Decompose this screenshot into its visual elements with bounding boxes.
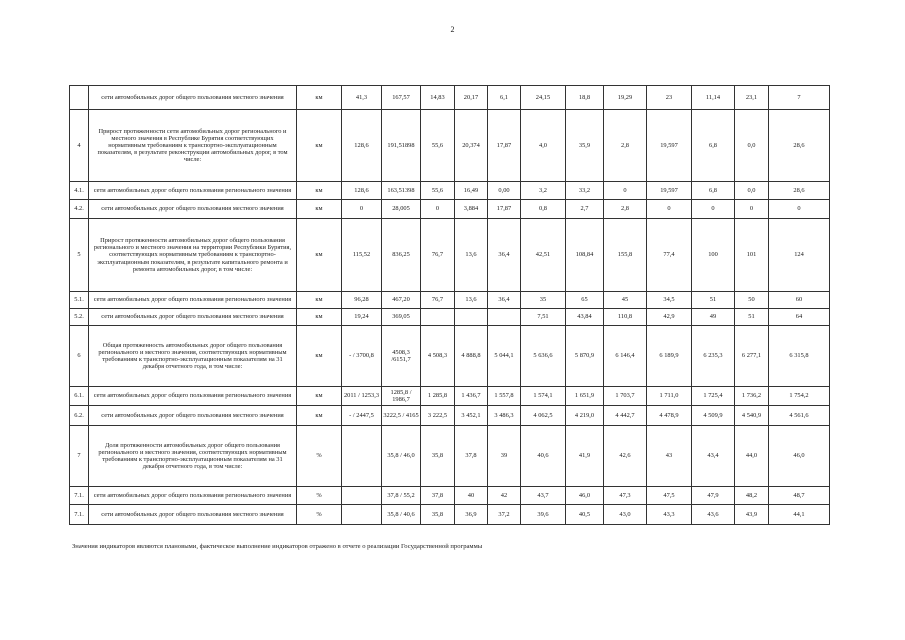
table-row — [70, 487, 830, 505]
value-cell: 17,87 — [488, 200, 521, 219]
unit-cell: км — [297, 309, 342, 326]
value-cell: 0 — [342, 200, 382, 219]
row-number: 7.1. — [70, 487, 89, 505]
value-cell: 40,5 — [566, 505, 604, 525]
value-cell: 6,8 — [692, 182, 735, 200]
value-cell: 4 508,3 — [421, 326, 455, 387]
footnote: Значения индикаторов являются плановыми, фактическое выполнение индикаторов отражено в отчете о реализации Государственной программы — [72, 543, 483, 550]
value-cell — [342, 487, 382, 505]
value-cell: 37,2 — [488, 505, 521, 525]
value-cell: 36,4 — [488, 292, 521, 309]
value-cell: 19,29 — [604, 86, 647, 110]
unit-cell: км — [297, 292, 342, 309]
row-number — [70, 86, 89, 110]
value-cell: 2,8 — [604, 200, 647, 219]
value-cell: 163,51398 — [382, 182, 421, 200]
table-row — [70, 387, 830, 406]
indicator-description: сети автомобильных дорог общего пользования местного значения — [89, 505, 297, 525]
value-cell: 40,6 — [521, 426, 566, 487]
value-cell: 39 — [488, 426, 521, 487]
unit-cell: % — [297, 505, 342, 525]
value-cell: 128,6 — [342, 110, 382, 182]
value-cell: 6 277,1 — [735, 326, 769, 387]
value-cell: 23,1 — [735, 86, 769, 110]
value-cell: 0 — [769, 200, 830, 219]
value-cell: 35,8 / 40,6 — [382, 505, 421, 525]
value-cell: 77,4 — [647, 219, 692, 292]
row-number: 4 — [70, 110, 89, 182]
value-cell: 5 636,6 — [521, 326, 566, 387]
value-cell: 3 452,1 — [455, 406, 488, 426]
value-cell: 47,9 — [692, 487, 735, 505]
table-row — [70, 86, 830, 110]
unit-cell: км — [297, 219, 342, 292]
value-cell: 48,2 — [735, 487, 769, 505]
value-cell: 44,1 — [769, 505, 830, 525]
value-cell: 35,8 — [421, 505, 455, 525]
table-row — [70, 309, 830, 326]
value-cell: 11,14 — [692, 86, 735, 110]
row-number: 4.2. — [70, 200, 89, 219]
value-cell: 1 703,7 — [604, 387, 647, 406]
value-cell: 43,4 — [692, 426, 735, 487]
value-cell: 28,6 — [769, 182, 830, 200]
value-cell: 18,8 — [566, 86, 604, 110]
value-cell: 7,51 — [521, 309, 566, 326]
value-cell: 124 — [769, 219, 830, 292]
value-cell: 4 509,9 — [692, 406, 735, 426]
value-cell: 23 — [647, 86, 692, 110]
value-cell: 1 736,2 — [735, 387, 769, 406]
value-cell: 33,2 — [566, 182, 604, 200]
indicator-description: сети автомобильных дорог общего пользования местного значения — [89, 86, 297, 110]
value-cell: 4 540,9 — [735, 406, 769, 426]
value-cell: 3,884 — [455, 200, 488, 219]
value-cell: 37,8 — [455, 426, 488, 487]
value-cell: 28,005 — [382, 200, 421, 219]
value-cell: 60 — [769, 292, 830, 309]
value-cell: 4 442,7 — [604, 406, 647, 426]
value-cell: 1 285,8 — [421, 387, 455, 406]
value-cell: 96,28 — [342, 292, 382, 309]
value-cell: 2,7 — [566, 200, 604, 219]
indicator-description: Общая протяженность автомобильных дорог общего пользования регионального и местного значения, соответствующих нормативным требованиям к транспортно-эксплуатационным показателям на 31 декабря отчетного года, в том числе: — [89, 326, 297, 387]
value-cell: 191,51898 — [382, 110, 421, 182]
row-number: 4.1. — [70, 182, 89, 200]
value-cell: 1 557,8 — [488, 387, 521, 406]
value-cell: 37,8 / 55,2 — [382, 487, 421, 505]
indicator-description: сети автомобильных дорог общего пользования регионального значения — [89, 487, 297, 505]
value-cell: 6,8 — [692, 110, 735, 182]
value-cell: 51 — [692, 292, 735, 309]
value-cell: 47,3 — [604, 487, 647, 505]
table-row — [70, 219, 830, 292]
value-cell: 35,9 — [566, 110, 604, 182]
value-cell — [342, 505, 382, 525]
value-cell: 2,8 — [604, 110, 647, 182]
value-cell: 13,6 — [455, 219, 488, 292]
value-cell: 65 — [566, 292, 604, 309]
value-cell: 43,3 — [647, 505, 692, 525]
indicator-description: сети автомобильных дорог общего пользования местного значения — [89, 200, 297, 219]
unit-cell: км — [297, 86, 342, 110]
row-number: 6 — [70, 326, 89, 387]
value-cell: 0 — [647, 200, 692, 219]
value-cell: 467,20 — [382, 292, 421, 309]
value-cell: 42 — [488, 487, 521, 505]
value-cell: 46,0 — [566, 487, 604, 505]
value-cell: 4508,3 /6151,7 — [382, 326, 421, 387]
value-cell: 167,57 — [382, 86, 421, 110]
value-cell: 3 486,3 — [488, 406, 521, 426]
value-cell: 19,24 — [342, 309, 382, 326]
indicator-description: Доля протяженности автомобильных дорог общего пользования регионального и местного значения, соответствующих нормативным требованиям к транспортно-эксплуатационным показателям на 31 декабря отчетного года, в том числе: — [89, 426, 297, 487]
value-cell: 3,2 — [521, 182, 566, 200]
value-cell: 45 — [604, 292, 647, 309]
value-cell: 6 235,3 — [692, 326, 735, 387]
value-cell: 24,15 — [521, 86, 566, 110]
value-cell: 43,0 — [604, 505, 647, 525]
value-cell: 17,87 — [488, 110, 521, 182]
value-cell: 14,83 — [421, 86, 455, 110]
value-cell: 19,597 — [647, 182, 692, 200]
unit-cell: % — [297, 426, 342, 487]
indicator-description: сети автомобильных дорог общего пользования местного значения — [89, 406, 297, 426]
value-cell: 51 — [735, 309, 769, 326]
value-cell: 7 — [769, 86, 830, 110]
table-row — [70, 292, 830, 309]
row-number: 7 — [70, 426, 89, 487]
value-cell: 0 — [692, 200, 735, 219]
value-cell: 101 — [735, 219, 769, 292]
unit-cell: км — [297, 110, 342, 182]
table-row — [70, 200, 830, 219]
value-cell: 48,7 — [769, 487, 830, 505]
value-cell: 35,8 — [421, 426, 455, 487]
value-cell: 4 062,5 — [521, 406, 566, 426]
value-cell: 4 219,0 — [566, 406, 604, 426]
unit-cell: км — [297, 387, 342, 406]
value-cell: 0 — [421, 200, 455, 219]
value-cell: 34,5 — [647, 292, 692, 309]
value-cell: 6 146,4 — [604, 326, 647, 387]
value-cell: 0 — [735, 200, 769, 219]
value-cell: 115,52 — [342, 219, 382, 292]
indicators-table — [69, 85, 830, 525]
value-cell: - / 2447,5 — [342, 406, 382, 426]
value-cell: 55,6 — [421, 182, 455, 200]
indicator-description: Прирост протяженности автомобильных дорог общего пользования регионального и местного значения на территории Республики Бурятия, соответствующих нормативным требованиям к транспортно-эксплуатационным показателям, в результате капитального ремонта и ремонта автомобильных дорог, в том числе: — [89, 219, 297, 292]
value-cell: 1 436,7 — [455, 387, 488, 406]
table-row — [70, 326, 830, 387]
value-cell — [455, 309, 488, 326]
page-number: 2 — [450, 25, 455, 34]
indicator-description: сети автомобильных дорог общего пользования регионального значения — [89, 387, 297, 406]
value-cell: 0 — [604, 182, 647, 200]
value-cell: 35 — [521, 292, 566, 309]
table-row — [70, 426, 830, 487]
value-cell: 6 315,8 — [769, 326, 830, 387]
value-cell: 43,9 — [735, 505, 769, 525]
value-cell: 44,0 — [735, 426, 769, 487]
value-cell: 1 574,1 — [521, 387, 566, 406]
value-cell: 37,8 — [421, 487, 455, 505]
table-row — [70, 182, 830, 200]
value-cell — [421, 309, 455, 326]
value-cell: 3 222,5 — [421, 406, 455, 426]
value-cell: 108,84 — [566, 219, 604, 292]
unit-cell: км — [297, 200, 342, 219]
value-cell: 2011 / 1253,3 — [342, 387, 382, 406]
value-cell: 49 — [692, 309, 735, 326]
value-cell: 35,8 / 46,0 — [382, 426, 421, 487]
table-row — [70, 505, 830, 525]
value-cell: 1 725,4 — [692, 387, 735, 406]
value-cell: 40 — [455, 487, 488, 505]
value-cell: 1 711,0 — [647, 387, 692, 406]
value-cell: 76,7 — [421, 292, 455, 309]
row-number: 7.1. — [70, 505, 89, 525]
value-cell: 836,25 — [382, 219, 421, 292]
value-cell: 36,9 — [455, 505, 488, 525]
value-cell: 42,9 — [647, 309, 692, 326]
value-cell: 1 651,9 — [566, 387, 604, 406]
indicator-description: Прирост протяженности сети автомобильных дорог регионального и местного значения в Республике Бурятия соответствующих нормативным требованиям к транспортно-эксплуатационным показателям, в результате реконструкции автомобильных дорог, в том числе: — [89, 110, 297, 182]
row-number: 5.1. — [70, 292, 89, 309]
value-cell: 4 561,6 — [769, 406, 830, 426]
value-cell: 42,51 — [521, 219, 566, 292]
value-cell: 13,6 — [455, 292, 488, 309]
value-cell: 128,6 — [342, 182, 382, 200]
value-cell: 4 888,8 — [455, 326, 488, 387]
value-cell: 155,8 — [604, 219, 647, 292]
value-cell: 4,0 — [521, 110, 566, 182]
value-cell: 43,84 — [566, 309, 604, 326]
value-cell: 6 189,9 — [647, 326, 692, 387]
value-cell: 42,6 — [604, 426, 647, 487]
value-cell: 0,8 — [521, 200, 566, 219]
value-cell: 0,0 — [735, 182, 769, 200]
indicator-description: сети автомобильных дорог общего пользования местного значения — [89, 309, 297, 326]
value-cell: 41,3 — [342, 86, 382, 110]
value-cell: - / 3700,8 — [342, 326, 382, 387]
value-cell: 1285,8 / 1986,7 — [382, 387, 421, 406]
value-cell: 4 478,9 — [647, 406, 692, 426]
value-cell: 50 — [735, 292, 769, 309]
value-cell: 100 — [692, 219, 735, 292]
unit-cell: % — [297, 487, 342, 505]
indicator-description: сети автомобильных дорог общего пользования регионального значения — [89, 182, 297, 200]
row-number: 6.1. — [70, 387, 89, 406]
value-cell: 64 — [769, 309, 830, 326]
value-cell: 76,7 — [421, 219, 455, 292]
value-cell: 0,00 — [488, 182, 521, 200]
value-cell: 3222,5 / 4165 — [382, 406, 421, 426]
value-cell: 20,374 — [455, 110, 488, 182]
value-cell: 43 — [647, 426, 692, 487]
unit-cell: км — [297, 326, 342, 387]
value-cell: 19,597 — [647, 110, 692, 182]
value-cell: 369,05 — [382, 309, 421, 326]
value-cell: 20,17 — [455, 86, 488, 110]
value-cell: 43,6 — [692, 505, 735, 525]
value-cell: 6,1 — [488, 86, 521, 110]
value-cell: 110,8 — [604, 309, 647, 326]
unit-cell: км — [297, 182, 342, 200]
table-row — [70, 110, 830, 182]
value-cell: 43,7 — [521, 487, 566, 505]
value-cell: 5 870,9 — [566, 326, 604, 387]
row-number: 5 — [70, 219, 89, 292]
value-cell: 55,6 — [421, 110, 455, 182]
row-number: 5.2. — [70, 309, 89, 326]
value-cell: 16,49 — [455, 182, 488, 200]
unit-cell: км — [297, 406, 342, 426]
value-cell: 0,0 — [735, 110, 769, 182]
value-cell — [342, 426, 382, 487]
value-cell: 41,9 — [566, 426, 604, 487]
value-cell: 1 754,2 — [769, 387, 830, 406]
value-cell: 47,5 — [647, 487, 692, 505]
table-row — [70, 406, 830, 426]
value-cell: 39,6 — [521, 505, 566, 525]
value-cell — [488, 309, 521, 326]
value-cell: 28,6 — [769, 110, 830, 182]
indicator-description: сети автомобильных дорог общего пользования регионального значения — [89, 292, 297, 309]
row-number: 6.2. — [70, 406, 89, 426]
value-cell: 36,4 — [488, 219, 521, 292]
value-cell: 46,0 — [769, 426, 830, 487]
value-cell: 5 044,1 — [488, 326, 521, 387]
